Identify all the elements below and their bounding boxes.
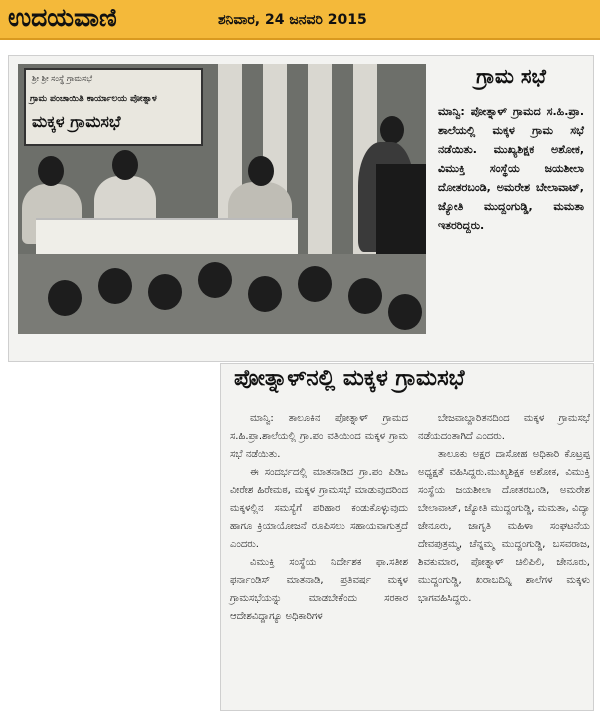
event-banner — [24, 68, 203, 146]
paragraph: ತಾಲೂಕು ಅಕ್ಷರ ದಾಸೋಹ ಅಧಿಕಾರಿ ಕೊಟ್ರಪ್ಪ ಅಧ್ಯಕ್ಷತೆ ವಹಿಸಿದ್ದರು.ಮುಖ್ಯಶಿಕ್ಷಕ ಅಶೋಕ, ವಿಮುಕ್ತಿ ಸಂಸ್ಥೆಯ ಜಯಶೀಲಾ ದೋತರಬಂಡಿ, ಅಮರೇಶ ಬೇಲಾವಾಟ್, ಜ್ಯೋತಿ ಮುದ್ದಂಗುಡ್ಡಿ, ಮಮತಾ, ವಿದ್ಯಾ ಜೇನೂರು, ಜಾಗೃತಿ ಮಹಿಳಾ ಸಂಘಟನೆಯ ದೇವಪುತ್ರಮ್ಮ, ಚೆನ್ನಮ್ಮ ಮುದ್ದಂಗುಡ್ಡಿ, ಬಸವರಾಜ, ಶಿವಕುಮಾರ, ಪೋತ್ನಾಳ್ ಚಿಲಿಪಿಲಿ, ಜೇನೂರು, ಮುದ್ದಂಗುಡ್ಡಿ, ಖರಾಬದಿನ್ನಿ ಶಾಲೆಗಳ ಮಕ್ಕಳು ಭಾಗವಹಿಸಿದ್ದರು. — [418, 449, 590, 604]
children-audience — [18, 254, 426, 334]
paragraph: ಮಾನ್ವಿ: ತಾಲೂಕಿನ ಪೋತ್ನಾಳ್ ಗ್ರಾಮದ ಸ.ಹಿ.ಪ್ರಾ.ಶಾಲೆಯಲ್ಲಿ ಗ್ರಾ.ಪಂ ವತಿಯಿಂದ ಮಕ್ಕಳ ಗ್ರಾಮ ಸಭೆ ನಡೆಯಿತು. — [230, 413, 408, 460]
banner-line: ಗ್ರಾಮ ಪಂಚಾಯಿತಿ ಕಾರ್ಯಾಲಯ ಪೋತ್ನಾಳ — [30, 94, 157, 104]
child-head — [298, 266, 332, 302]
person-head — [248, 156, 274, 186]
banner-line: ಶ್ರೀ ಶ್ರೀ ಸಂಸ್ಥೆ ಗ್ರಾಮಸಭೆ — [32, 74, 93, 83]
speaker-head — [380, 116, 404, 144]
newspaper-masthead — [0, 0, 600, 40]
newspaper-logo: ಉದಯವಾಣಿ — [8, 3, 117, 32]
paragraph: ಬೇಜವಾಬ್ದಾರಿತನದಿಂದ ಮಕ್ಕಳ ಗ್ರಾಮಸಭೆ ನಡೆಯದಂತಾಗಿದೆ ಎಂದರು. — [418, 413, 590, 442]
child-head — [148, 274, 182, 310]
child-head — [388, 294, 422, 330]
paragraph: ಈ ಸಂದರ್ಭದಲ್ಲಿ ಮಾತನಾಡಿದ ಗ್ರಾ.ಪಂ ಪಿಡಿಒ ವೀರೇಶ ಹಿರೇಮಠ, ಮಕ್ಕಳ ಗ್ರಾಮಸಭೆ ಮಾಡುವುದರಿಂದ ಮಕ್ಕಳಲ್ಲಿನ ಸಮಸ್ಯೆಗೆ ಪರಿಹಾರ ಕಂಡುಕೊಳ್ಳುವುದು ಹಾಗೂ ಕ್ರಿಯಾಯೋಜನೆ ರೂಪಿಸಲು ಸಹಾಯವಾಗುತ್ತದೆ ಎಂದರು. — [230, 467, 408, 550]
paragraph: ವಿಮುಕ್ತಿ ಸಂಸ್ಥೆಯ ನಿರ್ದೇಶಕ ಫಾ.ಸತೀಶ ಫರ್ನಾಂಡಿಸ್ ಮಾತನಾಡಿ, ಪ್ರತಿವರ್ಷ ಮಕ್ಕಳ ಗ್ರಾಮಸಭೆಯನ್ನು ಮಾಡಬೇಕೆಂದು ಸರಕಾರ ಆದೇಶವಿದ್ದಾಗ್ಯೂ ಅಧಿಕಾರಿಗಳ — [230, 557, 408, 622]
main-headline: ಪೋತ್ನಾಳ್‌ನಲ್ಲಿ ಮಕ್ಕಳ ಗ್ರಾಮಸಭೆ — [234, 366, 465, 391]
banner-title: ಮಕ್ಕಳ ಗ್ರಾಮಸಭೆ — [32, 112, 121, 131]
child-head — [98, 268, 132, 304]
child-head — [348, 278, 382, 314]
sidebar-body: ಮಾನ್ವಿ: ಪೋತ್ನಾಳ್ ಗ್ರಾಮದ ಸ.ಹಿ.ಪ್ರಾ. ಶಾಲೆಯಲ್ಲಿ ಮಕ್ಕಳ ಗ್ರಾಮ ಸಭೆ ನಡೆಯಿತು. ಮುಖ್ಯಶಿಕ್ಷಕ ಅಶೋಕ, ವಿಮುಕ್ತಿ ಸಂಸ್ಥೆಯ ಜಯಶೀಲಾ ದೋತರಬಂಡಿ, ಅಮರೇಶ ಬೇಲಾವಾಟ್, ಜ್ಯೋತಿ ಮುದ್ದಂಗುಡ್ಡಿ, ಮಮತಾ ಇತರರಿದ್ದರು. — [438, 105, 584, 232]
sidebar-title-box — [436, 64, 586, 94]
story-column-2 — [418, 410, 590, 608]
child-head — [248, 276, 282, 312]
story-column-1 — [230, 410, 408, 626]
issue-date: ಶನಿವಾರ, 24 ಜನವರಿ 2015 — [218, 12, 367, 28]
child-head — [198, 262, 232, 298]
person-head — [38, 156, 64, 186]
sidebar-title: ಗ್ರಾಮ ಸಭೆ — [476, 64, 546, 88]
person-head — [112, 150, 138, 180]
news-photo — [18, 64, 426, 334]
child-head — [48, 280, 82, 316]
